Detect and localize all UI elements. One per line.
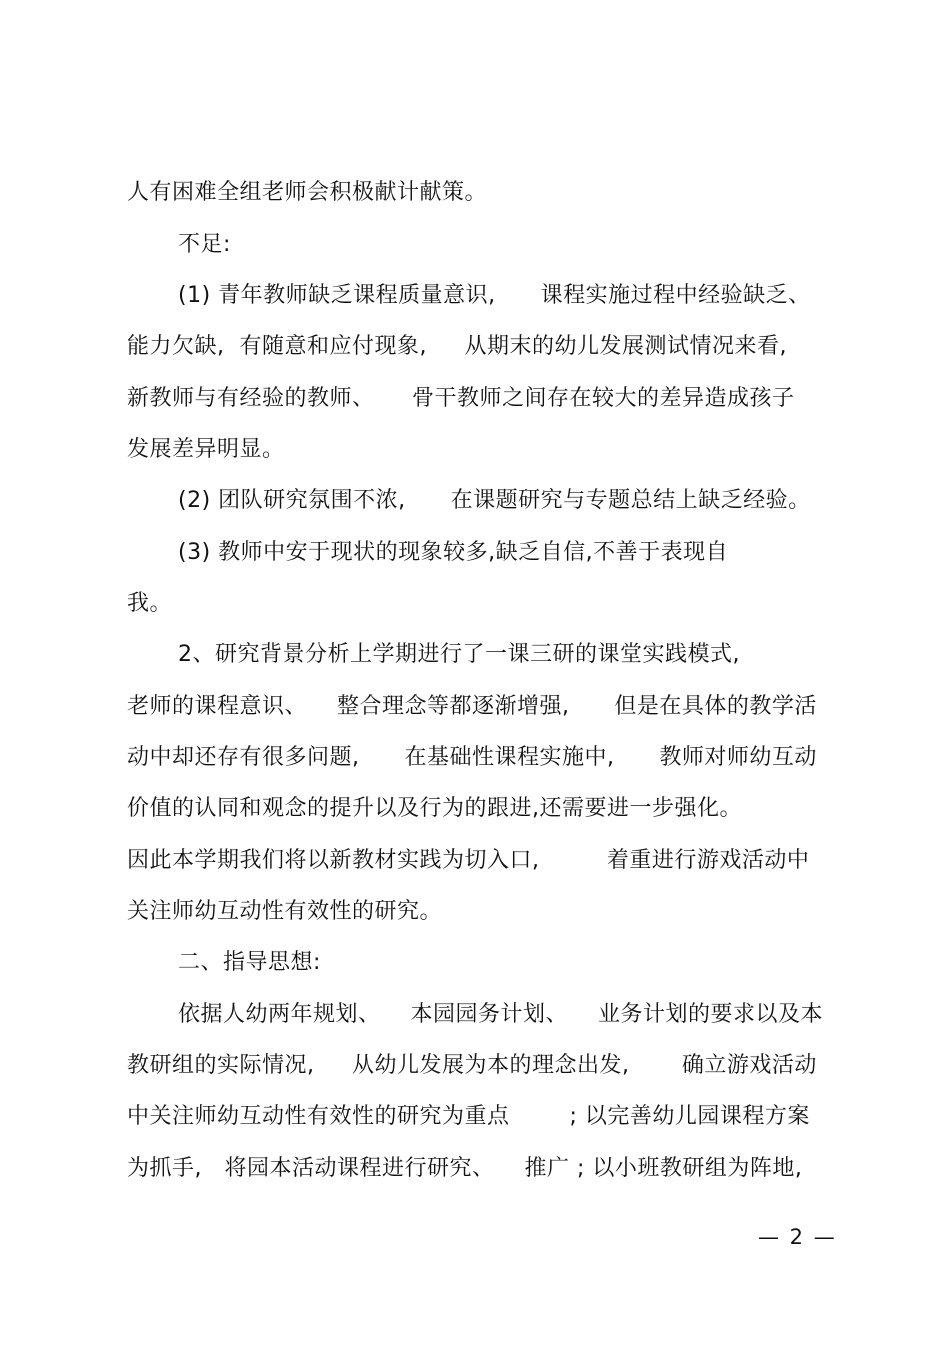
text-line: 教研组的实际情况, 从幼儿发展为本的理念出发, 确立游戏活动: [127, 1053, 817, 1078]
text-line: 新教师与有经验的教师、 骨干教师之间存在较大的差异造成孩子: [127, 386, 795, 411]
text-line: 依据人幼两年规划、 本园园务计划、 业务计划的要求以及本: [178, 1002, 823, 1027]
text-line: 人有困难全组老师会积极献计献策。: [127, 180, 488, 205]
text-line: 能力欠缺, 有随意和应付现象, 从期末的幼儿发展测试情况来看,: [127, 334, 787, 359]
text-line: 老师的课程意识、 整合理念等都逐渐增强, 但是在具体的教学活: [127, 694, 817, 719]
text-line: 2、研究背景分析上学期进行了一课三研的课堂实践模式,: [178, 642, 740, 667]
text-line: 发展差异明显。: [127, 437, 285, 462]
text-line: 中关注师幼互动性有效性的研究为重点 ; 以完善幼儿园课程方案: [127, 1104, 810, 1129]
text-line: 我。: [127, 591, 173, 616]
page-number: — 2 —: [758, 1225, 837, 1249]
text-line: 动中却还存有很多问题, 在基础性课程实施中, 教师对师幼互动: [127, 745, 817, 770]
text-line: (2) 团队研究氛围不浓, 在课题研究与专题总结上缺乏经验。: [178, 488, 811, 513]
text-line: 不足:: [178, 232, 231, 257]
text-line: (1) 青年教师缺乏课程质量意识, 课程实施过程中经验缺乏、: [178, 283, 811, 308]
text-line: 价值的认同和观念的提升以及行为的跟进,还需要进一步强化。: [127, 796, 742, 821]
text-line: 为抓手, 将园本活动课程进行研究、 推广 ; 以小班教研组为阵地,: [127, 1156, 803, 1181]
section-heading: 二、指导思想:: [178, 950, 321, 975]
text-line: (3) 教师中安于现状的现象较多,缺乏自信,不善于表现自: [178, 540, 729, 565]
text-line: 因此本学期我们将以新教材实践为切入口, 着重进行游戏活动中: [127, 848, 810, 873]
text-line: 关注师幼互动性有效性的研究。: [127, 899, 443, 924]
